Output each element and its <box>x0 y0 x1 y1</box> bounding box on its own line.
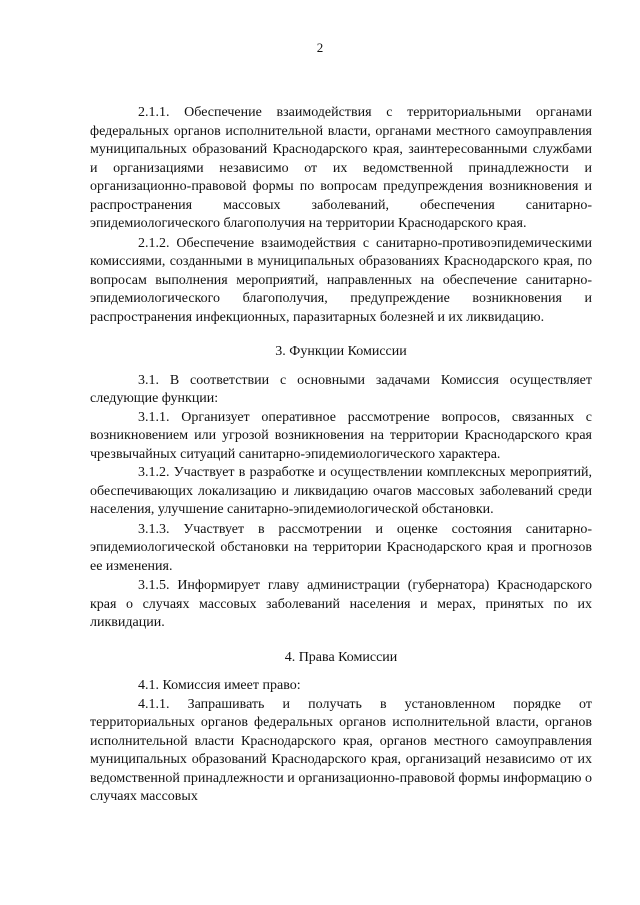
paragraph-4-1: 4.1. Комиссия имеет право: <box>138 678 301 693</box>
paragraph-2-1-2: 2.1.2. Обеспечение взаимодействия с санитарно-противоэпидемическими комиссиями, созданными в муниципальных образованиях Краснодарского края, по вопросам выполнения мероприятий, направленных на обеспечение санитарно-эпидемиологического благополучия, предупреждение возникновения и распространения инфекционных, паразитарных болезней и их ликвидацию. <box>90 235 592 325</box>
page-number: 2 <box>316 40 324 55</box>
paragraph-3-1: 3.1. В соответствии с основными задачами Комиссия осуществляет следующие функции: <box>90 372 592 406</box>
section-heading-rights: 4. Права Комиссии <box>284 649 398 665</box>
paragraph-3-1-1: 3.1.1. Организует оперативное рассмотрение вопросов, связанных с возникновением или угрозой возникновения на территории Краснодарского края чрезвычайных ситуаций санитарно-эпидемиологического характера. <box>90 409 592 462</box>
paragraph-3-1-5: 3.1.5. Информирует главу администрации (губернатора) Краснодарского края о случаях массовых заболеваний населения и мерах, принятых по их ликвидации. <box>90 578 592 630</box>
paragraph-4-1-1: 4.1.1. Запрашивать и получать в установленном порядке от территориальных органов федеральных органов исполнительной власти, органов исполнительной власти Краснодарского края, органов местного самоуправления муниципальных образований Краснодарского края, организаций независимо от их ведомственной принадлежности и организационно-правовой формы информацию о случаях массовых <box>90 696 592 804</box>
section-heading-functions: 3. Функции Комиссии <box>275 344 407 359</box>
paragraph-3-1-2: 3.1.2. Участвует в разработке и осуществлении комплексных мероприятий, обеспечивающих локализацию и ликвидацию очагов массовых заболеваний среди населения, улучшение санитарно-эпидемиологической обстановки. <box>90 465 592 517</box>
paragraph-3-1-3: 3.1.3. Участвует в рассмотрении и оценке состояния санитарно-эпидемиологической обстановки на территории Краснодарского края и прогнозов ее изменения. <box>90 521 592 574</box>
document-body <box>90 104 592 807</box>
paragraph-2-1-1: 2.1.1. Обеспечение взаимодействия с территориальными органами федеральных органов исполнительной власти, органами местного самоуправления муниципальных образований Краснодарского края, заинтересованными службами и организациями независимо от их ведомственной принадлежности и организационно-правовой формы по вопросам предупреждения возникновения и распространения массовых заболеваний, обеспечения санитарно-эпидемиологического благополучия на территории Краснодарского края. <box>90 105 592 231</box>
